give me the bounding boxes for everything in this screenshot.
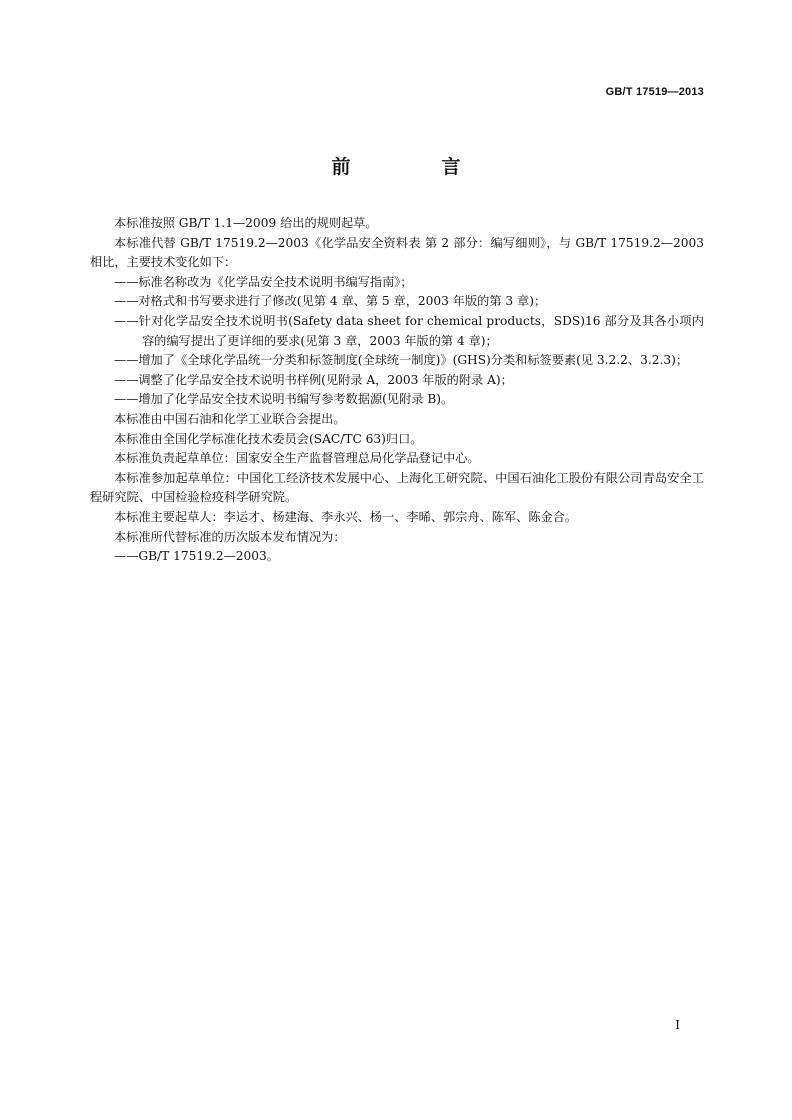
history-item: ——GB/T 17519.2—2003。 [114,549,279,564]
change-item: ——增加了《全球化学品统一分类和标签制度(全球统一制度)》(GHS)分类和标签要素(见 3.2.2、3.2.3)； [114,353,689,368]
paragraph-drafting-rules: 本标准按照 GB/T 1.1—2009 给出的规则起草。 [114,216,378,230]
page-number: I [675,1018,680,1032]
paragraph-main-drafters: 本标准主要起草人：李运才、杨建海、李永兴、杨一、李晞、郭宗舟、陈军、陈金合。 [114,509,578,524]
change-item: ——增加了化学品安全技术说明书编写参考数据源(见附录 B)。 [114,392,454,407]
paragraph-proposer: 本标准由中国石油和化学工业联合会提出。 [114,411,346,426]
change-item: ——针对化学品安全技术说明书(Safety data sheet for chemical products，SDS)16 部分及其各小项内容的编写提出了更详细的要求(见第 3 章，2003 年版的第 4 章)； [114,313,704,348]
page-title: 前 言 [331,156,497,178]
paragraph-replacement: 本标准代替 GB/T 17519.2—2003《化学品安全资料表 第 2 部分：编写细则》，与 GB/T 17519.2—2003 相比，主要技术变化如下： [90,235,704,270]
foreword-body [90,214,704,567]
change-item: ——标准名称改为《化学品安全技术说明书编写指南》； [114,274,413,289]
change-item: ——调整了化学品安全技术说明书样例(见附录 A，2003 年版的附录 A)； [114,372,513,387]
paragraph-committee: 本标准由全国化学标准化技术委员会(SAC/TC 63)归口。 [114,431,423,446]
change-item: ——对格式和书写要求进行了修改(见第 4 章、第 5 章，2003 年版的第 3 章)； [114,294,547,309]
paragraph-lead-drafter: 本标准负责起草单位：国家安全生产监督管理总局化学品登记中心。 [114,451,480,466]
paragraph-participating-drafters: 本标准参加起草单位：中国化工经济技术发展中心、上海化工研究院、中国石油化工股份有限公司青岛安全工程研究院、中国检验检疫科学研究院。 [90,470,704,505]
standard-code: GB/T 17519—2013 [605,86,704,98]
paragraph-history-intro: 本标准所代替标准的历次版本发布情况为： [114,529,346,544]
